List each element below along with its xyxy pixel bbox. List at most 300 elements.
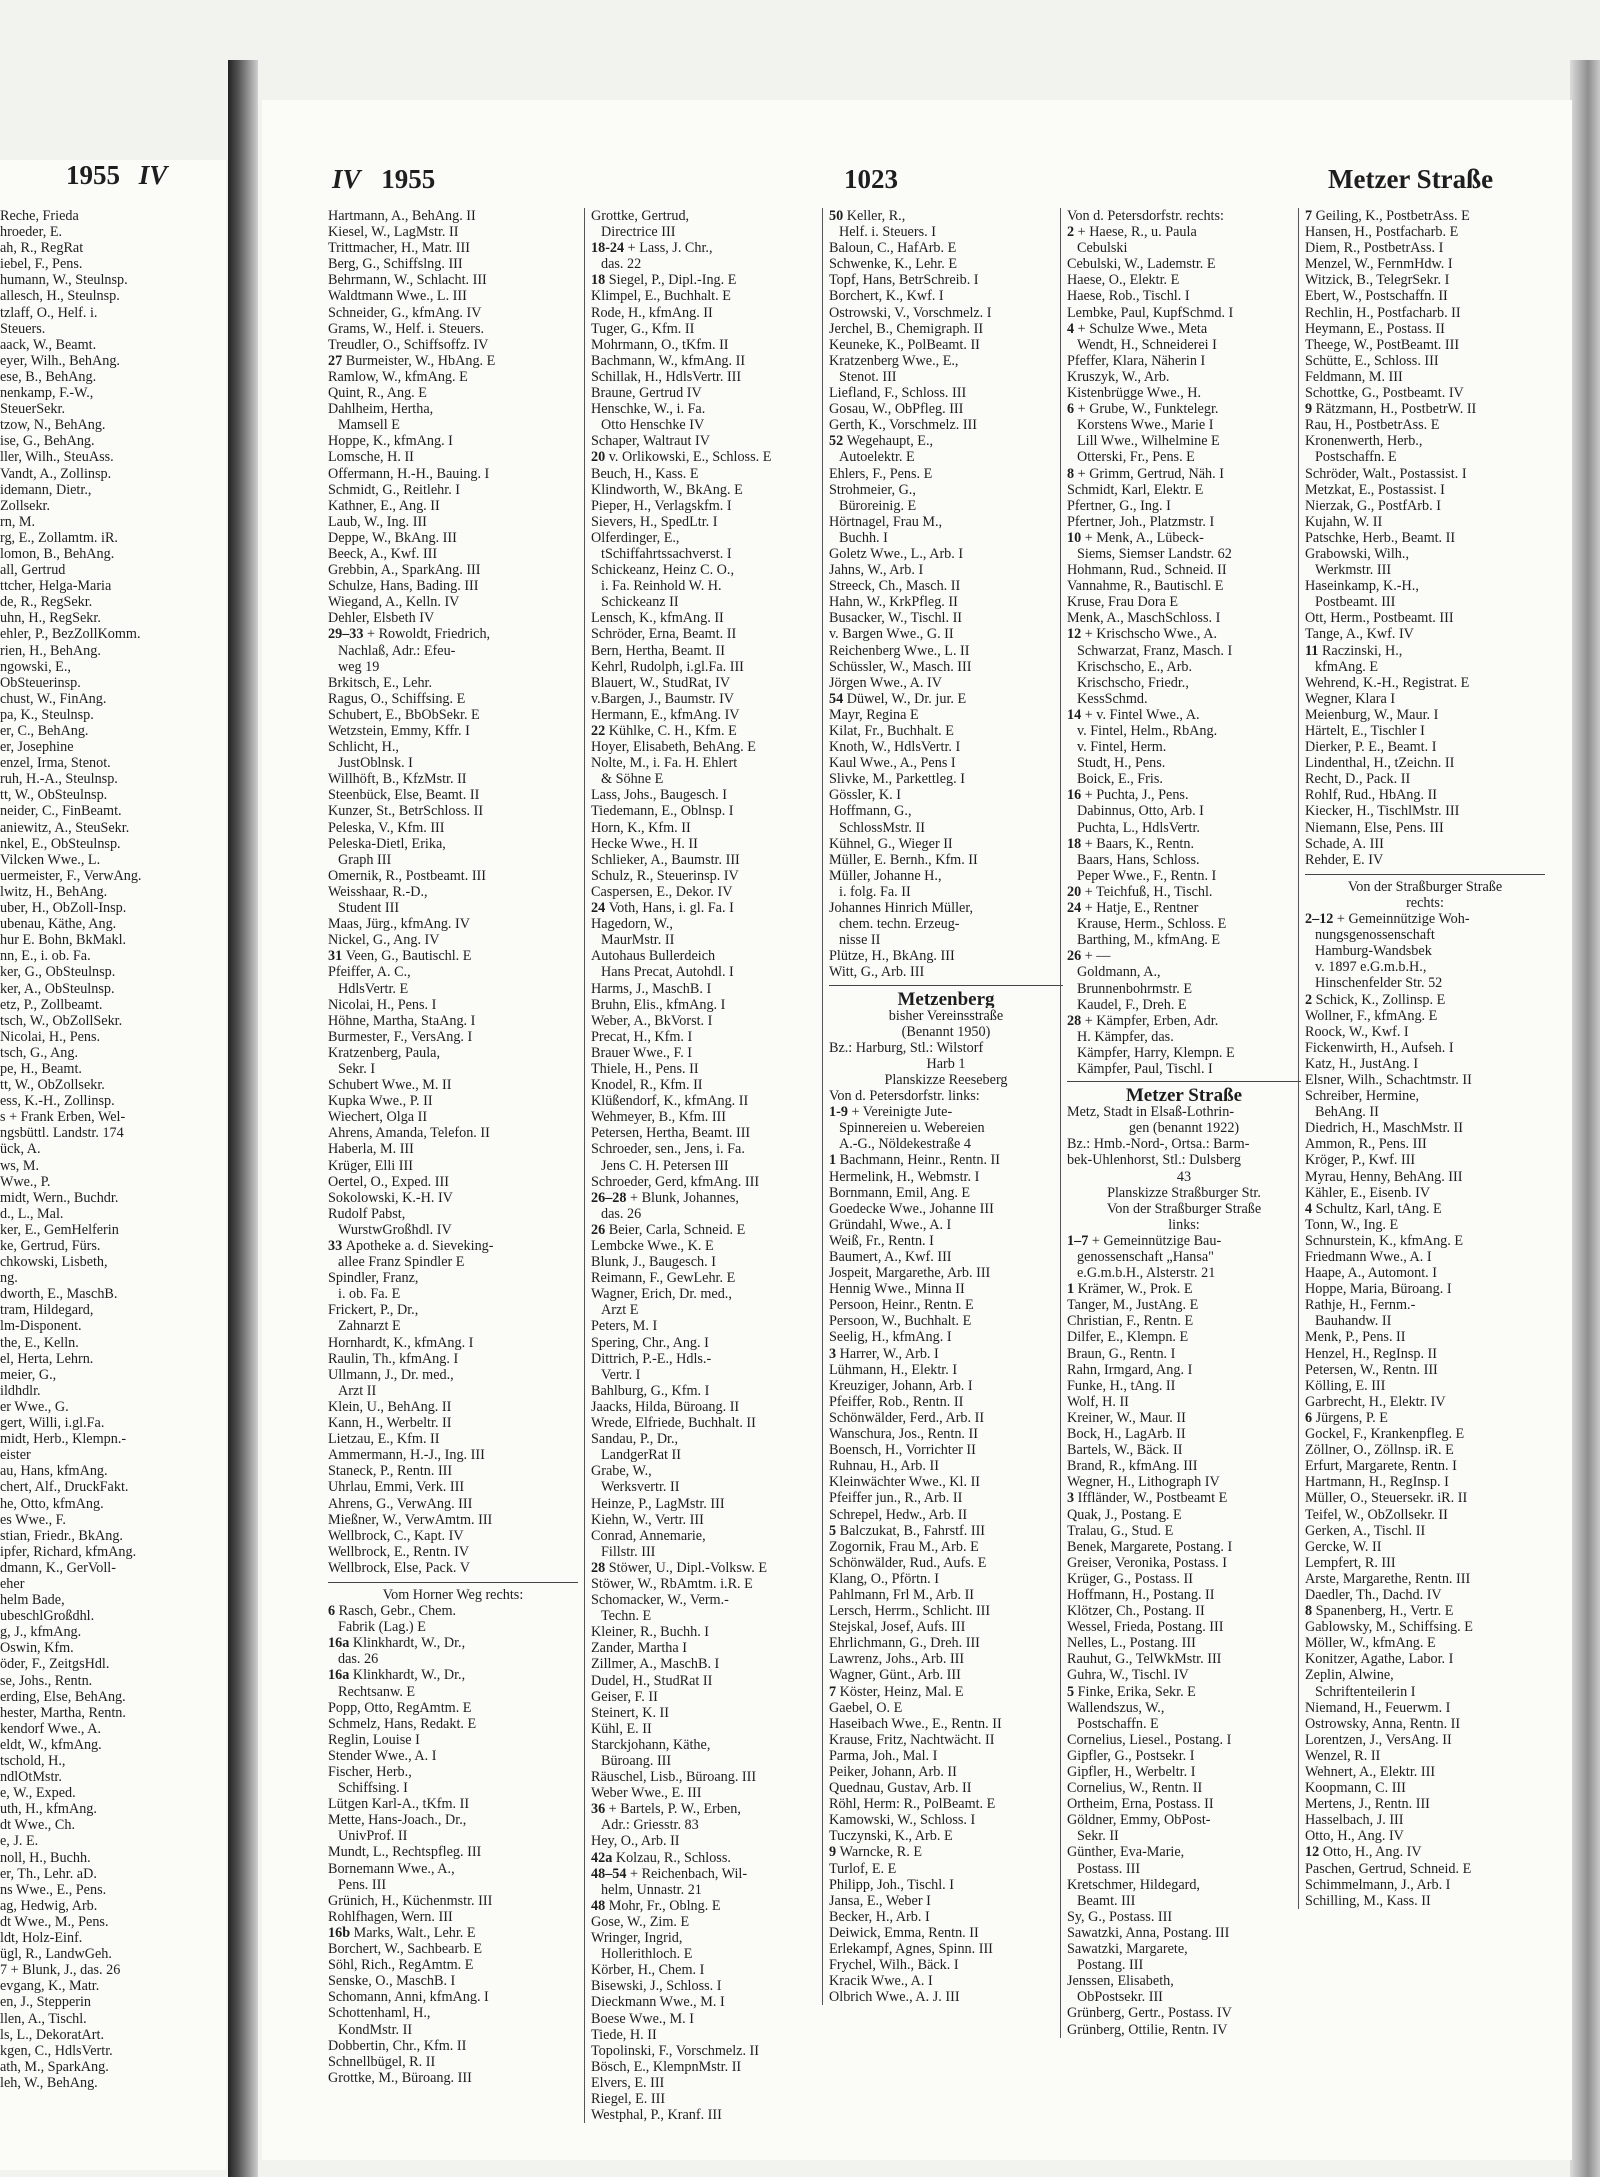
resident-entry: Zeplin, Alwine, (1305, 1667, 1394, 1684)
resident-entry: Katz, H., JustAng. I (1305, 1055, 1419, 1072)
resident-entry: Schimmelmann, J., Arb. I (1305, 1876, 1451, 1893)
resident-entry: Bornmann, Emil, Ang. E (829, 1184, 971, 1201)
resident-entry: Gipfler, H., Werbeltr. I (1067, 1764, 1196, 1780)
house-entry (1067, 836, 1301, 852)
resident-entry: Kratzenberg, Paula, (328, 1044, 441, 1061)
resident-entry: ubenau, Käthe, Ang. (0, 916, 117, 933)
resident-entry: Cebulski, W., Lademstr. E (1067, 256, 1216, 273)
directory-column-4 (1060, 208, 1301, 2038)
house-entry (829, 1104, 1063, 1120)
resident-text: Spanenberg, H., Vertr. E (1315, 1603, 1454, 1620)
resident-text: + — (1084, 948, 1111, 965)
resident-entry: Garbrecht, H., Elektr. IV (1305, 1393, 1446, 1410)
resident-entry: Nicolai, H., Pens. I (328, 996, 437, 1013)
resident-entry: Bern, Hertha, Beamt. II (591, 642, 725, 659)
resident-text: + Haese, R., u. Paula (1077, 224, 1197, 241)
resident-entry: pe, H., Beamt. (0, 1060, 82, 1077)
resident-entry: Parma, Joh., Mal. I (829, 1747, 938, 1764)
resident-entry: Oswin, Kfm. (0, 1640, 74, 1657)
resident-entry: bek-Uhlenhorst, Stl.: Dulsberg (1067, 1152, 1241, 1169)
entry-continuation: H. Kämpfer, das. (1077, 1028, 1174, 1045)
house-entry (1067, 401, 1301, 417)
resident-entry: Hahn, W., KrkPfleg. II (829, 594, 958, 611)
resident-entry: Wegner, Klara I (1305, 690, 1396, 707)
resident-entry: ah, R., RegRat (0, 240, 84, 257)
resident-entry: Hagedorn, W., (591, 916, 673, 933)
entry-continuation: Sekr. II (1077, 1828, 1119, 1845)
resident-entry: Kruse, Frau Dora E (1067, 594, 1179, 611)
entry-continuation: Spinnereien u. Webereien (839, 1120, 985, 1137)
resident-entry: Krause, Fritz, Nachtwächt. II (829, 1731, 995, 1748)
resident-entry: Guhra, W., Tischl. IV (1067, 1667, 1189, 1684)
entry-continuation: helm, Unnastr. 21 (601, 1881, 702, 1898)
resident-entry: e, W., Exped. (0, 1785, 76, 1802)
house-entry (829, 433, 1063, 449)
resident-entry: Vandt, A., Zollinsp. (0, 465, 112, 482)
resident-text: Iffländer, W., Postbeamt E (1077, 1490, 1228, 1507)
house-entry (829, 691, 1063, 707)
resident-entry: Kilat, Fr., Buchhalt. E (829, 723, 954, 739)
resident-entry: Dahlheim, Hertha, (328, 401, 434, 418)
resident-entry: Waldtmann Wwe., L. III (328, 288, 467, 305)
entry-continuation: LandgerRat II (601, 1447, 681, 1464)
resident-entry: Rau, H., PostbetrAss. E (1305, 417, 1440, 434)
resident-entry: Kretschmer, Hildegard, (1067, 1876, 1200, 1893)
house-number: 20 (591, 449, 609, 466)
resident-entry: ker, E., GemHelferin (0, 1221, 119, 1238)
resident-entry: Reichenberg Wwe., L. II (829, 642, 970, 659)
left-page (0, 160, 226, 2170)
resident-entry: Haese, Rob., Tischl. I (1067, 288, 1190, 305)
house-number: 1-9 (829, 1104, 852, 1121)
resident-entry: dworth, E., MaschB. (0, 1286, 118, 1303)
resident-entry: Borchert, K., Kwf. I (829, 288, 944, 305)
house-entry (829, 1523, 1063, 1539)
resident-entry: Slivke, M., Parkettleg. I (829, 771, 965, 788)
resident-entry: ldt, Holz-Einf. (0, 1930, 83, 1947)
left-directory-column (0, 208, 196, 2091)
resident-entry: Bösch, E., KlempnMstr. II (591, 2058, 742, 2075)
resident-entry: Gössler, K. I (829, 787, 901, 804)
resident-entry: Pfeiffer jun., R., Arb. II (829, 1490, 963, 1507)
resident-text: v. Orlikowski, E., Schloss. E (608, 449, 772, 466)
resident-entry: Räuschel, Lisb., Büroang. III (591, 1769, 757, 1786)
resident-entry: Deppe, W., BkAng. III (328, 529, 457, 546)
resident-text: Otto, H., Ang. IV (1322, 1844, 1422, 1861)
resident-entry: idemann, Dietr., (0, 481, 92, 498)
house-entry (1067, 948, 1301, 964)
resident-entry: Erlekampf, Agnes, Spinn. III (829, 1941, 993, 1958)
resident-entry: Wwe., P. (0, 1173, 51, 1190)
resident-entry: Steuers. (0, 320, 46, 337)
entry-continuation: Adr.: Griesstr. 83 (601, 1817, 699, 1834)
resident-entry: Sokolowski, K.-H. IV (328, 1189, 453, 1206)
resident-entry: Schrepel, Hedw., Arb. II (829, 1506, 968, 1523)
resident-entry: Schickeanz, Heinz C. O., (591, 562, 735, 579)
section-divider (1305, 874, 1545, 875)
entry-continuation: das. 26 (338, 1651, 379, 1668)
entry-continuation: Puchta, L., HdlsVertr. (1077, 819, 1200, 836)
resident-entry: Wiegand, A., Kelln. IV (328, 594, 460, 611)
resident-text: + Blunk, Johannes, (630, 1189, 739, 1206)
resident-entry: Haseibach Wwe., E., Rentn. II (829, 1715, 1002, 1732)
resident-entry: Ahrens, G., VerwAng. III (328, 1495, 473, 1512)
resident-entry: Mertens, J., Rentn. III (1305, 1796, 1430, 1813)
house-entry (1305, 1844, 1545, 1860)
resident-entry: Schulze, Hans, Bading. III (328, 578, 479, 595)
resident-entry: Heymann, E., Postass. II (1305, 320, 1445, 337)
resident-entry: Hoyer, Elisabeth, BehAng. E (591, 739, 756, 756)
entry-continuation: Krischscho, E., Arb. (1077, 658, 1193, 675)
resident-entry: Konitzer, Agathe, Labor. I (1305, 1651, 1454, 1668)
entry-continuation: Postschaffn. E (1077, 1715, 1159, 1732)
house-entry (328, 1667, 578, 1683)
resident-entry: Beuch, H., Kass. E (591, 465, 699, 482)
house-number: 11 (1305, 642, 1322, 659)
resident-entry: Jaacks, Hilda, Büroang. II (591, 1398, 740, 1415)
resident-entry: Weisshaar, R.-D., (328, 883, 428, 900)
resident-text: Warncke, R. E (839, 1844, 923, 1861)
resident-entry: Plütze, H., BkAng. III (829, 948, 955, 965)
resident-entry: Frickert, P., Dr., (328, 1302, 419, 1319)
resident-entry: 7 + Blunk, J., das. 26 (0, 1962, 121, 1979)
resident-entry: Pfertner, G., Ing. I (1067, 497, 1171, 514)
entry-continuation: Arzt E (601, 1302, 639, 1319)
resident-entry: Ruhnau, H., Arb. II (829, 1458, 939, 1475)
resident-entry: ker, G., ObSteulnsp. (0, 964, 116, 981)
resident-entry: Gose, W., Zim. E (591, 1913, 690, 1930)
resident-entry: Elsner, Wilh., Schachtmstr. II (1305, 1071, 1472, 1088)
resident-entry: eldt, W., kfmAng. (0, 1736, 102, 1753)
resident-text: Geiling, K., PostbetrAss. E (1315, 208, 1470, 224)
resident-entry: Lass, Johs., Baugesch. I (591, 787, 727, 804)
resident-entry: Wollner, F., kfmAng. E (1305, 1007, 1438, 1024)
resident-text: + Krischscho Wwe., A. (1084, 626, 1217, 643)
resident-entry: Gercke, W. II (1305, 1538, 1382, 1555)
section-note: Planskizze Reeseberg (884, 1071, 1008, 1088)
resident-entry: Elvers, E. III (591, 2074, 665, 2091)
house-entry (328, 626, 578, 642)
resident-entry: Cornelius, W., Rentn. II (1067, 1780, 1203, 1797)
resident-entry: Söhl, Rich., RegAmtm. E (328, 1957, 474, 1974)
resident-entry: Treudler, O., Schiffsoffz. IV (328, 336, 489, 353)
house-entry (1067, 224, 1301, 240)
entry-continuation: Baars, Hans, Schloss. (1077, 851, 1200, 868)
resident-text: Apotheke a. d. Sieveking- (345, 1238, 494, 1254)
resident-entry: nkel, E., ObSteulnsp. (0, 835, 121, 852)
resident-entry: ath, M., SparkAng. (0, 2058, 109, 2075)
resident-entry: Ragus, O., Schiffsing. E (328, 690, 466, 707)
house-entry (1305, 208, 1545, 224)
resident-entry: Gründahl, Wwe., A. I (829, 1216, 952, 1233)
house-number: 9 (829, 1844, 840, 1861)
entry-continuation: i. folg. Fa. II (839, 883, 911, 900)
entry-continuation: Studt, H., Pens. (1077, 755, 1166, 772)
resident-entry: Bruhn, Elis., kfmAng. I (591, 996, 726, 1013)
resident-entry: es Wwe., F. (0, 1511, 66, 1528)
resident-entry: llen, A., Tischl. (0, 2010, 87, 2027)
resident-entry: Tiede, H. II (591, 2026, 657, 2043)
right-page (262, 100, 1572, 2160)
section-note: Harb 1 (926, 1055, 966, 1072)
resident-entry: Weiß, Fr., Rentn. I (829, 1232, 934, 1249)
entry-continuation: Directrice III (601, 224, 676, 241)
resident-entry: Heinze, P., LagMstr. III (591, 1495, 725, 1512)
resident-entry: Schubert Wwe., M. II (328, 1077, 452, 1094)
resident-entry: uermeister, F., VerwAng. (0, 867, 142, 884)
entry-continuation: Otterski, Fr., Pens. E (1077, 449, 1195, 466)
entry-continuation: Postschaffn. E (1315, 449, 1397, 466)
resident-text: Wegehaupt, E., (846, 433, 934, 450)
resident-entry: Reimann, F., GewLehr. E (591, 1270, 736, 1287)
resident-entry: iebel, F., Pens. (0, 256, 83, 273)
resident-text: Krämer, W., Prok. E (1077, 1281, 1193, 1298)
resident-entry: lwitz, H., BehAng. (0, 883, 108, 900)
resident-entry: Conrad, Annemarie, (591, 1527, 706, 1544)
house-number: 16a (328, 1635, 353, 1652)
resident-entry: Ebert, W., Postschaffn. II (1305, 288, 1448, 305)
house-entry (591, 723, 825, 739)
resident-entry: Reglin, Louise I (328, 1731, 420, 1748)
resident-entry: Fischer, Herb., (328, 1764, 412, 1780)
house-number: 18 (1067, 835, 1085, 852)
house-entry (591, 240, 825, 256)
entry-continuation: Mamsell E (338, 417, 400, 434)
house-number: 4 (1067, 320, 1078, 337)
resident-entry: Pfeffer, Klara, Näherin I (1067, 352, 1206, 369)
entry-continuation: Postang. III (1077, 1957, 1144, 1974)
resident-entry: Haseinkamp, K.-H., (1305, 578, 1419, 595)
resident-entry: Jansa, E., Weber I (829, 1892, 931, 1909)
resident-entry: Menzel, W., FernmHdw. I (1305, 256, 1453, 273)
resident-text: Voth, Hans, i. gl. Fa. I (608, 900, 734, 917)
resident-entry: Precat, H., Kfm. I (591, 1028, 693, 1045)
resident-entry: Petersen, Hertha, Beamt. III (591, 1125, 751, 1142)
house-entry (1067, 884, 1301, 900)
resident-entry: Pfeiffer, A. C., (328, 964, 411, 981)
resident-entry: ehler, P., BezZollKomm. (0, 626, 141, 643)
resident-entry: uth, H., kfmAng. (0, 1801, 97, 1818)
house-number: 31 (328, 948, 346, 965)
resident-entry: Diem, R., PostbetrAss. I (1305, 240, 1444, 257)
house-number: 36 (591, 1801, 609, 1818)
resident-entry: ttcher, Helga-Maria (0, 578, 112, 595)
resident-entry: Schneider, G., kfmAng. IV (328, 304, 482, 321)
entry-continuation: BehAng. II (1315, 1104, 1379, 1121)
resident-entry: Kölling, E. III (1305, 1377, 1386, 1394)
house-number: 22 (591, 723, 609, 739)
resident-entry: Metz, Stadt in Elsaß-Lothrin- (1067, 1104, 1235, 1121)
resident-entry: enzel, Irma, Stenot. (0, 755, 111, 772)
resident-entry: Lütgen Karl-A., tKfm. II (328, 1796, 470, 1813)
house-number: 28 (591, 1559, 609, 1576)
resident-entry: Bz.: Hmb.-Nord-, Ortsa.: Barm- (1067, 1136, 1250, 1153)
house-number: 6 (1067, 401, 1078, 418)
resident-entry: Hartmann, H., RegInsp. I (1305, 1474, 1449, 1491)
resident-entry: Witt, G., Arb. III (829, 964, 925, 981)
resident-entry: Rudolf Pabst, (328, 1205, 406, 1222)
resident-entry: Krüger, G., Postass. II (1067, 1570, 1193, 1587)
resident-entry: Müller, E. Bernh., Kfm. II (829, 851, 978, 868)
resident-entry: au, Hans, kfmAng. (0, 1463, 108, 1480)
directory-column-1 (328, 208, 578, 2086)
resident-entry: Zogornik, Frau M., Arb. E (829, 1538, 979, 1555)
resident-entry: Quak, J., Postang. E (1067, 1506, 1182, 1523)
house-entry (1067, 1233, 1301, 1249)
entry-continuation: das. 26 (601, 1205, 642, 1222)
house-number: 5 (1067, 1683, 1078, 1700)
resident-entry: Kiehn, W., Vertr. III (591, 1511, 704, 1528)
resident-entry: Menk, A., MaschSchloss. I (1067, 610, 1221, 627)
resident-entry: Haape, A., Automont. I (1305, 1265, 1438, 1282)
left-page-header (66, 160, 167, 191)
house-number: 12 (1067, 626, 1085, 643)
resident-text: Köster, Heinz, Mal. E (839, 1683, 964, 1700)
house-entry (591, 449, 825, 465)
entry-continuation: v. 1897 e.G.m.b.H., (1315, 959, 1427, 976)
resident-text: + Vereinigte Jute- (851, 1104, 953, 1121)
resident-entry: ubeschlGroßdhl. (0, 1608, 95, 1625)
resident-entry: Knoth, W., HdlsVertr. I (829, 739, 961, 756)
resident-entry: Hoffmann, H., Postang. II (1067, 1586, 1215, 1603)
house-entry (328, 948, 578, 964)
resident-entry: Hörtnagel, Frau M., (829, 513, 943, 530)
resident-entry: Klötzer, Ch., Postang. II (1067, 1603, 1205, 1620)
resident-entry: Kaul Wwe., A., Pens I (829, 755, 956, 772)
resident-entry: kgen, C., HdlsVertr. (0, 2042, 113, 2059)
entry-continuation: UnivProf. II (338, 1828, 408, 1845)
resident-entry: Möller, W., kfmAng. E (1305, 1635, 1436, 1652)
entry-continuation: allee Franz Spindler E (338, 1254, 465, 1271)
house-number: 16a (328, 1667, 353, 1684)
resident-entry: Härtelt, E., Tischler I (1305, 723, 1425, 739)
resident-entry: Haese, O., Elektr. E (1067, 272, 1180, 289)
resident-entry: Omernik, R., Postbeamt. III (328, 867, 487, 884)
resident-text: Klinkhardt, W., Dr., (352, 1635, 466, 1652)
resident-text: Raczinski, H., (1321, 642, 1403, 659)
resident-entry: Hey, O., Arb. II (591, 1833, 680, 1850)
house-number: 16b (328, 1924, 354, 1941)
resident-text: Keller, R., (846, 208, 906, 224)
resident-entry: tt, W., ObSteulnsp. (0, 787, 108, 804)
section-note: (Benannt 1950) (901, 1023, 991, 1040)
house-entry (1067, 787, 1301, 803)
resident-entry: Wrede, Elfriede, Buchhalt. II (591, 1415, 756, 1432)
resident-entry: Gipfler, G., Postsekr. I (1067, 1747, 1195, 1764)
resident-text: + Gemeinnützige Woh- (1336, 911, 1470, 928)
resident-entry: Mohrmann, O., tKfm. II (591, 336, 729, 353)
resident-entry: Weber Wwe., E. III (591, 1785, 702, 1802)
resident-entry: Hoppe, Maria, Büroang. I (1305, 1281, 1452, 1298)
resident-entry: Dobbertin, Chr., Kfm. II (328, 2037, 467, 2054)
resident-entry: Gablowsky, M., Schiffsing. E (1305, 1619, 1473, 1636)
resident-entry: Riegel, E. III (591, 2090, 666, 2107)
resident-entry: allesch, H., Steulnsp. (0, 288, 120, 305)
entry-continuation: v. Fintel, Herm. (1077, 739, 1167, 756)
house-number: 14 (1067, 706, 1085, 723)
resident-entry: ng. (0, 1270, 18, 1287)
resident-entry: Rahn, Irmgard, Ang. I (1067, 1361, 1193, 1378)
resident-entry: Nickel, G., Ang. IV (328, 932, 440, 949)
resident-entry: Schottenhaml, H., (328, 2005, 431, 2022)
resident-entry: Baloun, C., HafArb. E (829, 240, 957, 257)
resident-entry: tsch, G., Ang. (0, 1044, 79, 1061)
house-number: 20 (1067, 883, 1085, 900)
resident-text: Klinkhardt, W., Dr., (352, 1667, 466, 1684)
resident-entry: Klindworth, W., BkAng. E (591, 481, 743, 498)
resident-entry: Turlof, E. E (829, 1860, 897, 1877)
entry-continuation: Student III (338, 900, 400, 917)
resident-entry: helm Bade, (0, 1592, 65, 1609)
resident-entry: Kupka Wwe., P. II (328, 1093, 433, 1110)
resident-entry: tschold, H., (0, 1753, 66, 1769)
resident-text: + Lass, J. Chr., (627, 240, 713, 257)
resident-entry: Persoon, W., Buchhalt. E (829, 1313, 972, 1330)
resident-text: Düwel, W., Dr. jur. E (846, 690, 967, 707)
resident-entry: el, Herta, Lehrn. (0, 1350, 94, 1367)
resident-entry: ns Wwe., E., Pens. (0, 1881, 107, 1898)
resident-entry: Lersch, Herrm., Schlicht. III (829, 1603, 991, 1620)
entry-continuation: Rechtsanw. E (338, 1683, 416, 1700)
resident-entry: Schönwälder, Ferd., Arb. II (829, 1409, 985, 1426)
resident-entry: Stender Wwe., A. I (328, 1747, 437, 1764)
resident-entry: Menk, P., Pens. II (1305, 1329, 1406, 1346)
house-number: 3 (829, 1345, 840, 1362)
resident-entry: Willhöft, B., KfzMstr. II (328, 771, 467, 788)
resident-entry: ker, A., ObSteulnsp. (0, 980, 115, 997)
resident-entry: Hermelink, H., Webmstr. I (829, 1168, 980, 1185)
resident-entry: Hermann, E., kfmAng. IV (591, 706, 740, 723)
resident-entry: Wellbrock, E., Rentn. IV (328, 1543, 470, 1560)
resident-entry: hester, Martha, Rentn. (0, 1704, 126, 1721)
resident-entry: hroeder, E. (0, 224, 63, 241)
resident-entry: Quint, R., Ang. E (328, 385, 427, 402)
resident-entry: er, C., BehAng. (0, 723, 89, 739)
resident-entry: Popp, Otto, RegAmtm. E (328, 1699, 472, 1716)
resident-entry: Petersen, W., Rentn. III (1305, 1361, 1438, 1378)
resident-entry: Blunk, J., Baugesch. I (591, 1254, 716, 1271)
resident-entry: Grottke, Gertrud, (591, 208, 690, 224)
resident-text: Siegel, P., Dipl.-Ing. E (608, 272, 737, 289)
resident-entry: lomon, B., BehAng. (0, 545, 115, 562)
house-number: 26–28 (591, 1189, 631, 1206)
resident-entry: Schade, A. III (1305, 835, 1384, 852)
resident-entry: Ostrowsky, Anna, Rentn. II (1305, 1715, 1461, 1732)
resident-entry: Strohmeier, G., (829, 481, 916, 498)
entry-continuation: Jens C. H. Petersen III (601, 1157, 729, 1174)
resident-entry: Teifel, W., ObZollsekr. II (1305, 1506, 1448, 1523)
resident-entry: Wellbrock, C., Kapt. IV (328, 1527, 464, 1544)
resident-text: + Bartels, P. W., Erben, (608, 1801, 741, 1818)
resident-entry: Klüßendorf, K., kfmAng. II (591, 1093, 749, 1110)
entry-continuation: Techn. E (601, 1608, 652, 1625)
resident-entry: Vannahme, R., Bautischl. E (1067, 578, 1224, 595)
resident-entry: Trittmacher, H., Matr. III (328, 240, 470, 257)
resident-entry: Spindler, Franz, (328, 1270, 419, 1287)
resident-entry: Röhl, Herm: R., PolBeamt. E (829, 1796, 996, 1813)
resident-entry: he, Otto, kfmAng. (0, 1495, 104, 1512)
resident-entry: Westphal, P., Kranf. III (591, 2107, 722, 2124)
entry-continuation: kfmAng. E (1315, 658, 1379, 675)
resident-entry: Dieckmann Wwe., M. I (591, 1994, 725, 2011)
resident-entry: ObSteuerinsp. (0, 674, 81, 691)
resident-entry: Bahlburg, G., Kfm. I (591, 1382, 710, 1399)
resident-entry: Kröger, P., Kwf. III (1305, 1152, 1416, 1169)
resident-entry: Henzel, H., RegInsp. II (1305, 1345, 1437, 1362)
resident-entry: Jerchel, B., Chemigraph. II (829, 320, 984, 337)
entry-continuation: Peper Wwe., F., Rentn. I (1077, 867, 1217, 884)
resident-entry: Schreiber, Hermine, (1305, 1088, 1420, 1105)
